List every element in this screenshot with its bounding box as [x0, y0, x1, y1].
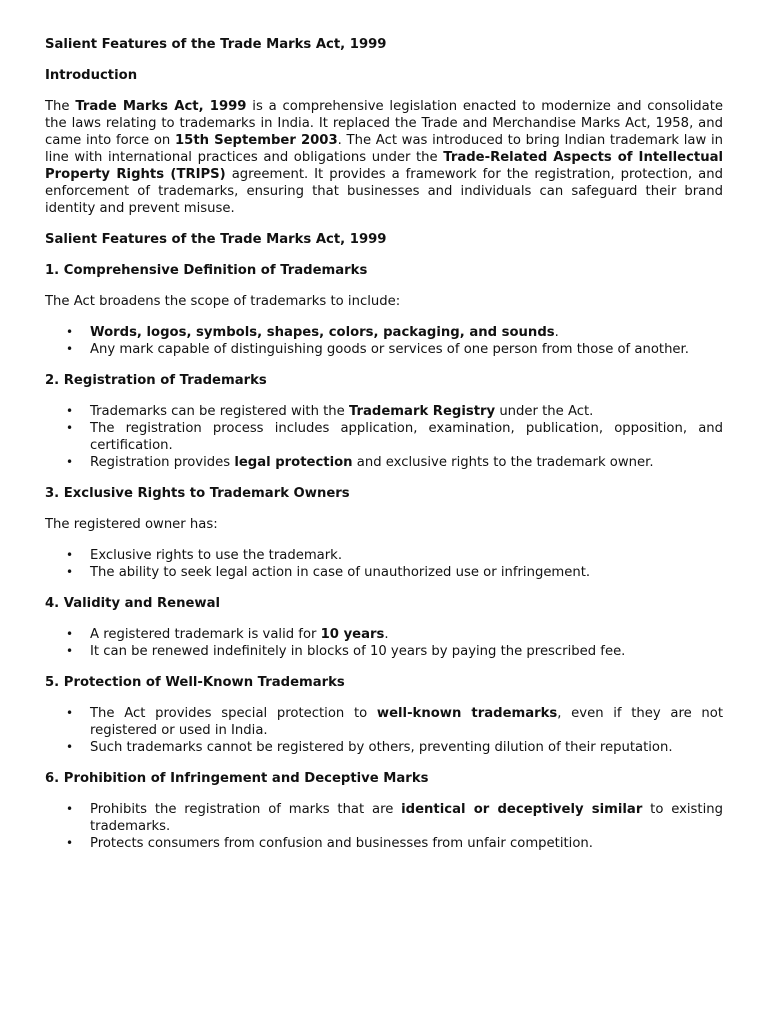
bullet-icon: •: [66, 802, 74, 816]
section-4-heading: 4. Validity and Renewal: [45, 596, 221, 611]
bullet-icon: •: [66, 455, 74, 469]
list-item: • A registered trademark is valid for 10 years.: [66, 627, 389, 642]
bullet-icon: •: [66, 706, 74, 720]
section-1-heading: 1. Comprehensive Definition of Trademarks: [45, 263, 368, 278]
section-3-lead: The registered owner has:: [45, 517, 218, 532]
list-item: • Trademarks can be registered with the Trademark Registry under the Act.: [66, 404, 594, 419]
bullet-icon: •: [66, 548, 74, 562]
bullet-icon: •: [66, 565, 74, 579]
bullet-icon: •: [66, 342, 74, 356]
section-4-list: [45, 626, 723, 660]
list-item: • Registration provides legal protection and exclusive rights to the trademark owner.: [66, 455, 654, 470]
list-item: • Exclusive rights to use the trademark.: [66, 548, 343, 563]
document-title: Salient Features of the Trade Marks Act, 1999: [45, 37, 387, 52]
bullet-icon: •: [66, 627, 74, 641]
introduction-heading: Introduction: [45, 68, 138, 83]
section-2-heading: 2. Registration of Trademarks: [45, 373, 267, 388]
features-heading: Salient Features of the Trade Marks Act, 1999: [45, 232, 387, 247]
introduction-paragraph: The Trade Marks Act, 1999 is a comprehensive legislation enacted to modernize and consolidate the laws relating to trademarks in India. It replaced the Trade and Merchandise Marks Act, 1958, and came into force on 15th September 2003. The Act was introduced to bring Indian trademark law in line with international practices and obligations under the Trade-Related Aspects of Intellectual Property Rights (TRIPS) agreement. It provides a framework for the registration, protection, and enforcement of trademarks, ensuring that businesses and individuals can safeguard their brand identity and prevent misuse.: [45, 99, 724, 216]
list-item: • Prohibits the registration of marks that are identical or deceptively similar to existing trademarks.: [66, 802, 723, 834]
list-item: • The Act provides special protection to well-known trademarks, even if they are not registered or used in India.: [66, 706, 723, 738]
list-item: • Protects consumers from confusion and businesses from unfair competition.: [66, 836, 593, 851]
section-2-list: [45, 403, 723, 471]
bullet-icon: •: [66, 740, 74, 754]
trips-bold: Trade-Related Aspects of Intellectual Property Rights (TRIPS): [45, 150, 724, 182]
section-5-list: [45, 705, 723, 756]
section-3-list: [45, 547, 723, 581]
bullet-icon: •: [66, 644, 74, 658]
section-6-heading: 6. Prohibition of Infringement and Deceptive Marks: [45, 771, 429, 786]
bullet-icon: •: [66, 836, 74, 850]
section-6-list: [45, 801, 723, 852]
section-5-heading: 5. Protection of Well-Known Trademarks: [45, 675, 345, 690]
bullet-icon: •: [66, 404, 74, 418]
document-page: [45, 36, 723, 866]
section-1-list: [45, 324, 723, 358]
bullet-icon: •: [66, 421, 74, 435]
section-3-heading: 3. Exclusive Rights to Trademark Owners: [45, 486, 350, 501]
act-name-bold: Trade Marks Act, 1999: [75, 99, 247, 114]
list-item: • It can be renewed indefinitely in blocks of 10 years by paying the prescribed fee.: [66, 644, 626, 659]
list-item: • The registration process includes application, examination, publication, opposition, and certification.: [66, 421, 723, 453]
section-1-lead: The Act broadens the scope of trademarks to include:: [45, 294, 401, 309]
effective-date-bold: 15th September 2003: [174, 133, 338, 148]
list-item: • The ability to seek legal action in case of unauthorized use or infringement.: [66, 565, 591, 580]
list-item: • Such trademarks cannot be registered by others, preventing dilution of their reputation.: [66, 740, 673, 755]
list-item: • Any mark capable of distinguishing goods or services of one person from those of another.: [66, 342, 689, 357]
list-item: • Words, logos, symbols, shapes, colors, packaging, and sounds.: [66, 325, 559, 340]
bullet-icon: •: [66, 325, 74, 339]
